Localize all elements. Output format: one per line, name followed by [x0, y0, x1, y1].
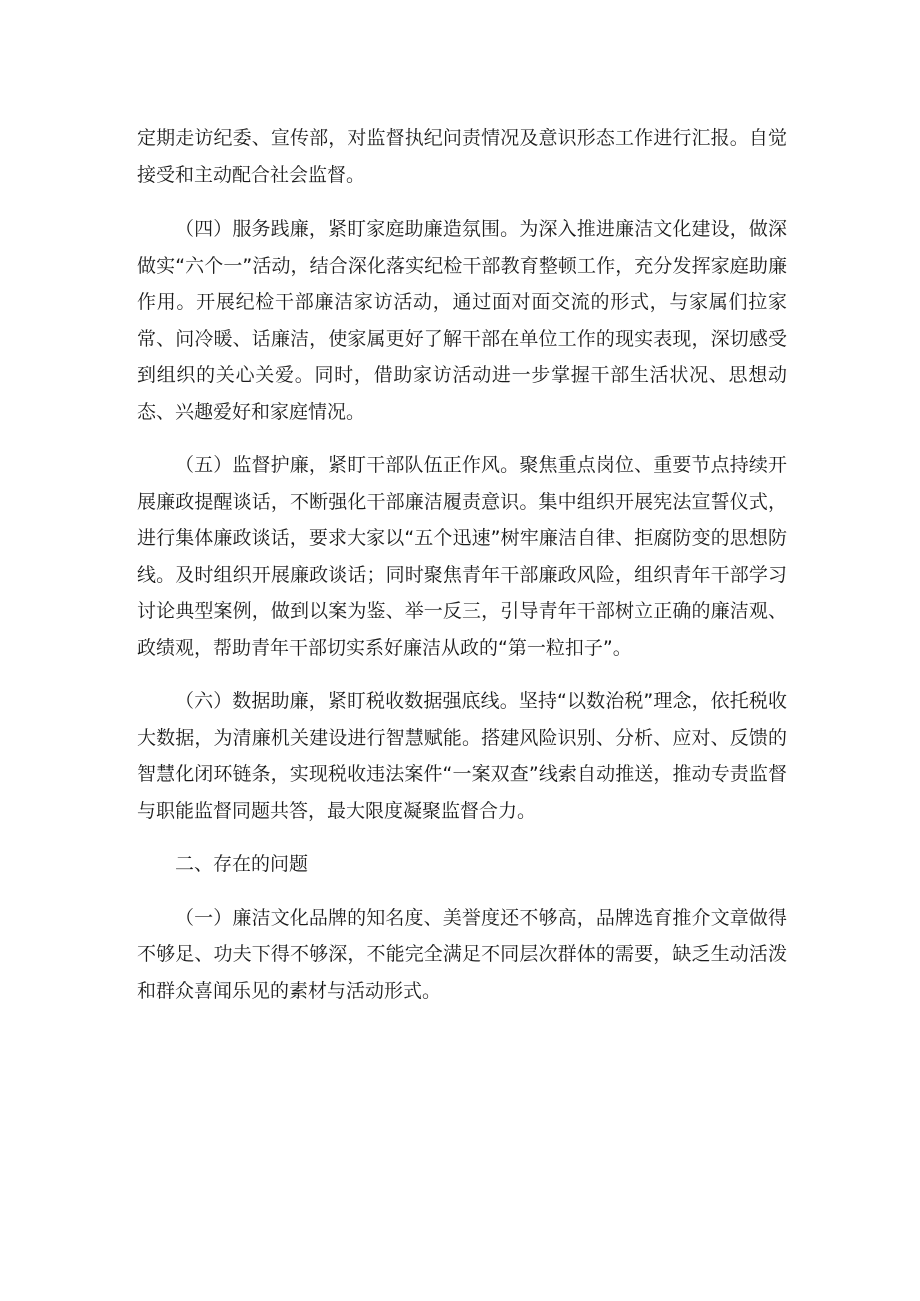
section-heading-problems: 二、存在的问题: [175, 853, 309, 875]
paragraph-section-4: （四）服务践廉，紧盯家庭助廉造氛围。为深入推进廉洁文化建设，做深做实“六个一”活动，结合深化落实纪检干部教育整顿工作，充分发挥家庭助廉作用。开展纪检干部廉洁家访活动，通过面对面交流的形式，与家属们拉家常、问冷暖、话廉洁，使家属更好了解干部在单位工作的现实表现，深切感受到组织的关心关爱。同时，借助家访活动进一步掌握干部生活状况、思想动态、兴趣爱好和家庭情况。: [137, 218, 787, 423]
document-body: [137, 120, 787, 1009]
paragraph-continuation: 定期走访纪委、宣传部，对监督执纪问责情况及意识形态工作进行汇报。自觉接受和主动配合社会监督。: [137, 127, 787, 186]
paragraph-section-5: （五）监督护廉，紧盯干部队伍正作风。聚焦重点岗位、重要节点持续开展廉政提醒谈话，不断强化干部廉洁履责意识。集中组织开展宪法宣誓仪式，进行集体廉政谈话，要求大家以“五个迅速”树牢廉洁自律、拒腐防变的思想防线。及时组织开展廉政谈话；同时聚焦青年干部廉政风险，组织青年干部学习讨论典型案例，做到以案为鉴、举一反三，引导青年干部树立正确的廉洁观、政绩观，帮助青年干部切实系好廉洁从政的“第一粒扣子”。: [137, 454, 787, 659]
paragraph-section-6: （六）数据助廉，紧盯税收数据强底线。坚持“以数治税”理念，依托税收大数据，为清廉机关建设进行智慧赋能。搭建风险识别、分析、应对、反馈的智慧化闭环链条，实现税收违法案件“一案双查”线索自动推送，推动专责监督与职能监督同题共答，最大限度凝聚监督合力。: [137, 690, 787, 822]
paragraph-problem-1: （一）廉洁文化品牌的知名度、美誉度还不够高，品牌选育推介文章做得不够足、功夫下得不够深，不能完全满足不同层次群体的需要，缺乏生动活泼和群众喜闻乐见的素材与活动形式。: [137, 906, 787, 1002]
